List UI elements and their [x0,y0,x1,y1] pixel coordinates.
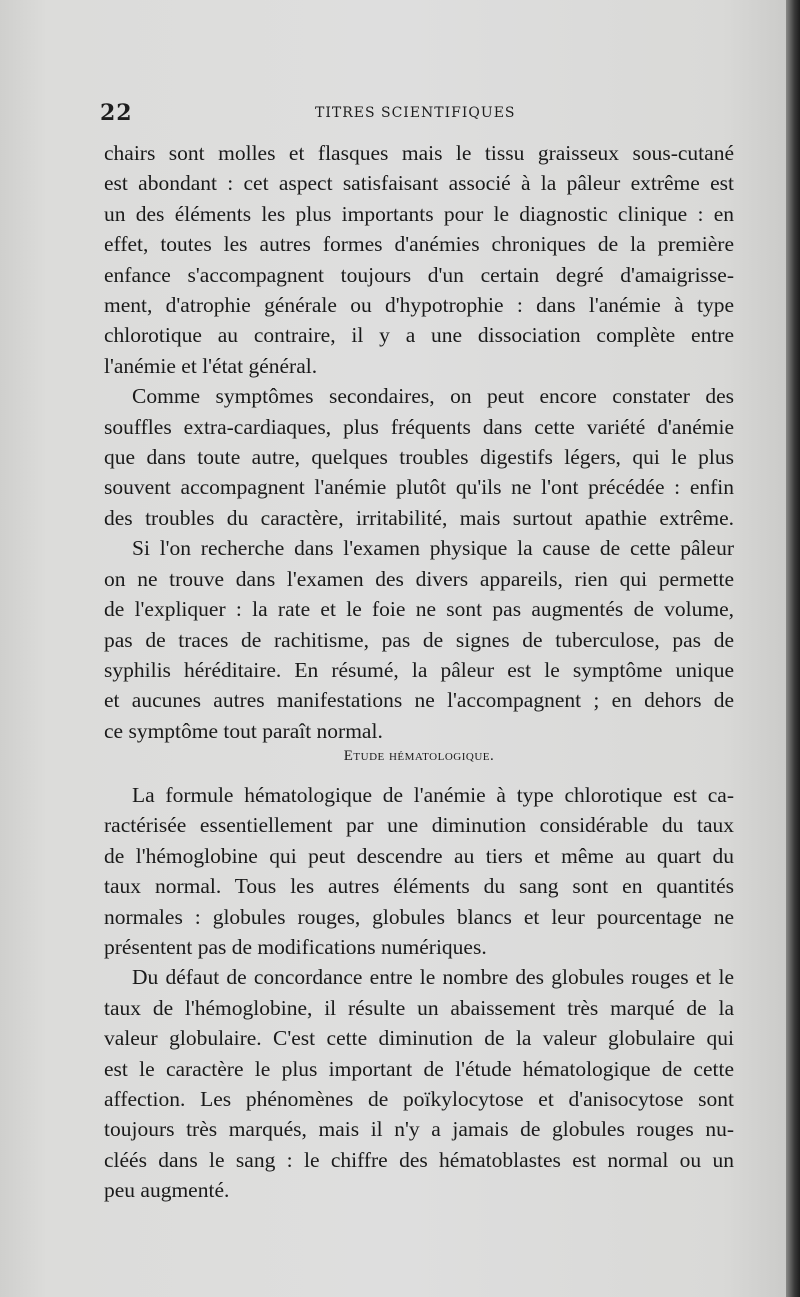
page-edge-shadow [786,0,800,1297]
text-line: Si l'on recherche dans l'examen physique la cause de cette pâleur [132,536,734,561]
text-line: un des éléments les plus importants pour le diagnostic clinique : en [104,201,734,226]
text-line: enfance s'accompagnent toujours d'un certain degré d'amaigrisse- [104,262,734,287]
text-line: que dans toute autre, quelques troubles digestifs légers, qui le plus [104,445,734,470]
text-line: des troubles du caractère, irritabilité, mais surtout apathie extrême. [104,505,734,530]
text-line: chlorotique au contraire, il y a une dissociation complète entre [104,323,734,348]
text-line: ment, d'atrophie générale ou d'hypotrophie : dans l'anémie à type [104,293,734,318]
running-title: TITRES SCIENTIFIQUES [315,105,516,121]
text-line: de l'expliquer : la rate et le foie ne sont pas augmentés de volume, [104,597,734,622]
text-line: de l'hémoglobine qui peut descendre au tiers et même au quart du [104,843,734,868]
text-line: l'anémie et l'état général. [104,353,318,378]
text-line: ce symptôme tout paraît normal. [104,718,383,743]
text-line: syphilis héréditaire. En résumé, la pâleur est le symptôme unique [104,657,734,682]
text-line: pas de traces de rachitisme, pas de signes de tuberculose, pas de [104,627,734,652]
text-line: normales : globules rouges, globules blancs et leur pourcentage ne [104,904,734,929]
section-title-text: Etude hématologique. [343,748,495,764]
text-line: Du défaut de concordance entre le nombre des globules rouges et le [132,965,734,990]
page-header [100,100,740,124]
text-line: souffles extra-cardiaques, plus fréquents dans cette variété d'anémie [104,414,734,439]
text-line: présentent pas de modifications numériques. [104,935,487,960]
text-line: chairs sont molles et flasques mais le tissu graisseux sous-cutané [104,141,734,165]
text-line: La formule hématologique de l'anémie à type chlorotique est ca- [132,783,734,807]
text-line: est abondant : cet aspect satisfaisant associé à la pâleur extrême est [104,171,734,196]
text-line: taux normal. Tous les autres éléments du sang sont en quantités [104,874,734,899]
text-line: souvent accompagnent l'anémie plutôt qu'ils ne l'ont précédée : enfin [104,475,734,500]
text-line: on ne trouve dans l'examen des divers appareils, rien qui permette [104,566,734,591]
text-line: Comme symptômes secondaires, on peut encore constater des [132,384,734,409]
text-line: ractérisée essentiellement par une diminution considérable du taux [104,813,734,838]
section-title [104,748,734,765]
text-block-1 [104,138,734,746]
text-line: valeur globulaire. C'est cette diminution de la valeur globulaire qui [104,1026,734,1051]
text-line: cléés dans le sang : le chiffre des hématoblastes est normal ou un [104,1147,734,1172]
text-line: et aucunes autres manifestations ne l'accompagnent ; en dehors de [104,688,734,713]
text-line: effet, toutes les autres formes d'anémies chroniques de la première [104,232,734,257]
text-line: peu augmenté. [104,1178,230,1203]
text-line: toujours très marqués, mais il n'y a jamais de globules rouges nu- [104,1117,734,1142]
text-block-2 [104,780,734,1206]
page-number: 22 [100,100,133,126]
text-line: taux de l'hémoglobine, il résulte un abaissement très marqué de la [104,995,734,1020]
text-line: est le caractère le plus important de l'étude hématologique de cette [104,1056,734,1081]
text-line: affection. Les phénomènes de poïkylocytose et d'anisocytose sont [104,1087,734,1112]
